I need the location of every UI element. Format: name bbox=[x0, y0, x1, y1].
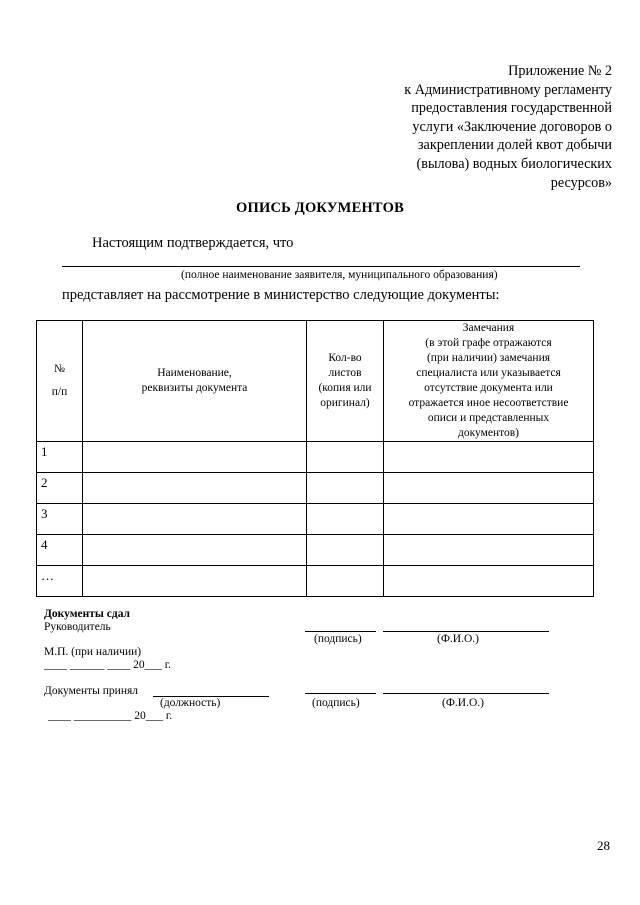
cell-remarks[interactable] bbox=[384, 473, 594, 504]
submitted-fio-line[interactable] bbox=[383, 631, 549, 632]
cell-count[interactable] bbox=[307, 442, 384, 473]
appendix-line: к Административному регламенту bbox=[404, 81, 612, 98]
cell-remarks[interactable] bbox=[384, 535, 594, 566]
row-number: 4 bbox=[37, 535, 83, 566]
accepted-signature-caption: (подпись) bbox=[312, 697, 360, 709]
accepted-fio-line[interactable] bbox=[383, 693, 549, 694]
seal-label: М.П. (при наличии) bbox=[44, 646, 142, 658]
table-row bbox=[37, 566, 594, 597]
row-number: … bbox=[37, 566, 83, 597]
accepted-label: Документы принял bbox=[44, 685, 139, 697]
documents-table bbox=[36, 320, 594, 597]
cell-name[interactable] bbox=[83, 442, 307, 473]
document-title: ОПИСЬ ДОКУМЕНТОВ bbox=[236, 200, 404, 216]
applicant-caption: (полное наименование заявителя, муниципального образования) bbox=[181, 269, 498, 281]
submitted-signature-line[interactable] bbox=[305, 631, 376, 632]
table-row bbox=[37, 504, 594, 535]
row-number: 1 bbox=[37, 442, 83, 473]
submitted-heading: Документы сдал bbox=[44, 608, 131, 620]
submitted-signature-caption: (подпись) bbox=[314, 633, 362, 645]
appendix-line: ресурсов» bbox=[550, 174, 612, 191]
header-num: № п/п bbox=[37, 321, 83, 442]
cell-remarks[interactable] bbox=[384, 442, 594, 473]
cell-remarks[interactable] bbox=[384, 504, 594, 535]
appendix-line: Приложение № 2 bbox=[508, 63, 612, 79]
cell-name[interactable] bbox=[83, 535, 307, 566]
submitted-fio-caption: (Ф.И.О.) bbox=[437, 633, 479, 645]
row-number: 2 bbox=[37, 473, 83, 504]
accepted-signature-line[interactable] bbox=[305, 693, 376, 694]
cell-name[interactable] bbox=[83, 566, 307, 597]
header-name: Наименование, реквизиты документа bbox=[83, 321, 307, 442]
cell-count[interactable] bbox=[307, 566, 384, 597]
accepted-date-line[interactable]: ____ __________ 20___ г. bbox=[48, 710, 173, 722]
cell-count[interactable] bbox=[307, 504, 384, 535]
appendix-line: (вылова) водных биологических bbox=[416, 155, 612, 172]
appendix-line: закреплении долей квот добычи bbox=[417, 137, 612, 154]
presents-text: представляет на рассмотрение в министерство следующие документы: bbox=[62, 287, 500, 303]
submitted-date-line[interactable]: ____ ______ ____ 20___ г. bbox=[44, 659, 172, 671]
cell-count[interactable] bbox=[307, 473, 384, 504]
cell-name[interactable] bbox=[83, 473, 307, 504]
page-number: 28 bbox=[597, 838, 610, 853]
header-remarks: Замечания (в этой графе отражаются (при наличии) замечания специалиста или указывается отсутствие документа или отражается иное несоответствие описи и представленных документов) bbox=[384, 321, 594, 442]
appendix-line: услуги «Заключение договоров о bbox=[412, 118, 612, 135]
header-count: Кол-во листов (копия или оригинал) bbox=[307, 321, 384, 442]
accepted-position-caption: (должность) bbox=[160, 697, 221, 709]
applicant-name-line[interactable] bbox=[62, 266, 580, 267]
cell-remarks[interactable] bbox=[384, 566, 594, 597]
intro-text: Настоящим подтверждается, что bbox=[92, 235, 294, 251]
table-row bbox=[37, 473, 594, 504]
table-row bbox=[37, 535, 594, 566]
accepted-fio-caption: (Ф.И.О.) bbox=[442, 697, 484, 709]
cell-name[interactable] bbox=[83, 504, 307, 535]
table-row bbox=[37, 442, 594, 473]
appendix-block bbox=[362, 62, 612, 192]
submitted-role: Руководитель bbox=[44, 621, 111, 633]
appendix-line: предоставления государственной bbox=[411, 100, 612, 117]
cell-count[interactable] bbox=[307, 535, 384, 566]
row-number: 3 bbox=[37, 504, 83, 535]
table-header-row bbox=[37, 321, 594, 442]
